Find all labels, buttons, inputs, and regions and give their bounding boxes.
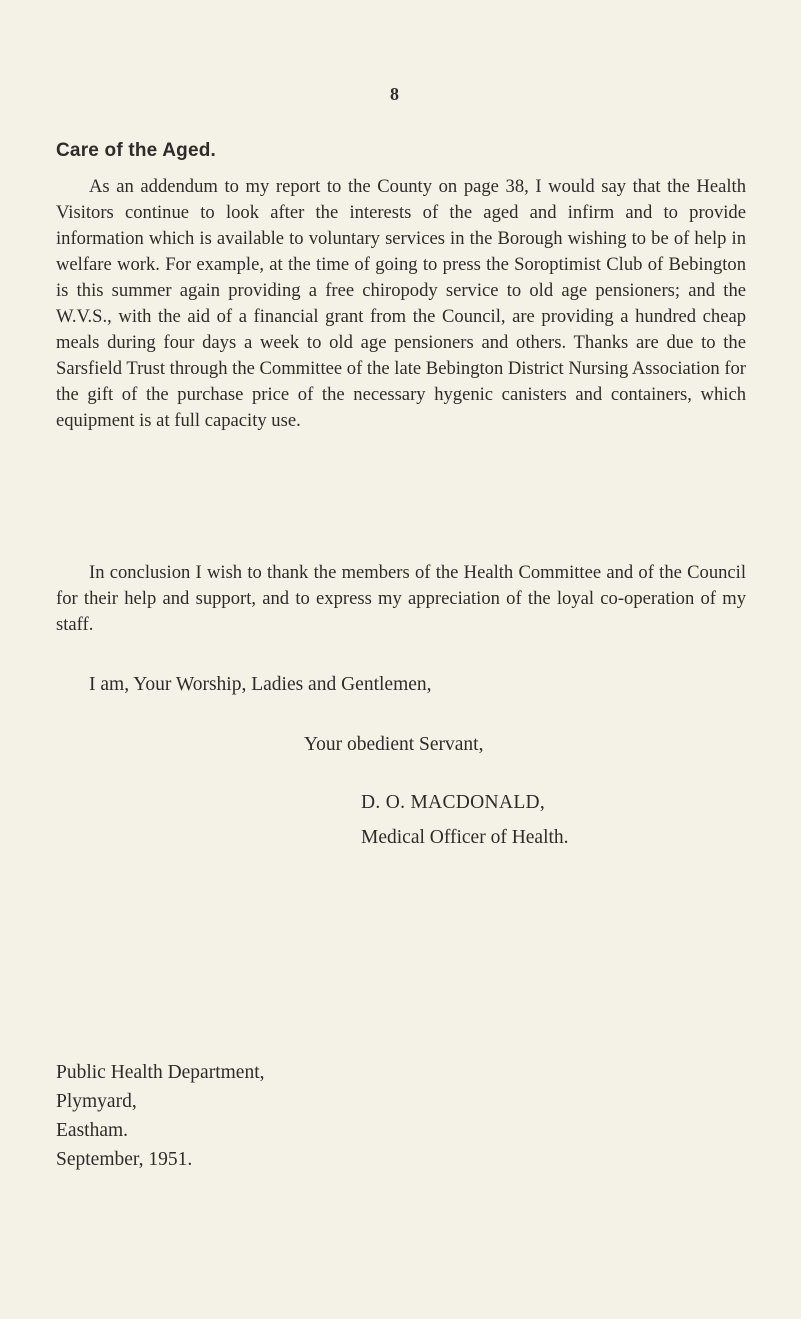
closing-salutation: I am, Your Worship, Ladies and Gentlemen,: [89, 674, 432, 695]
page-number: 8: [390, 84, 399, 104]
paragraph-addendum: As an addendum to my report to the County on page 38, I would say that the Health Visitors continue to look after the interests of the aged and infirm and to provide information which is available to voluntary services in the Borough wishing to be of help in welfare work. For example, at the time of going to press the Soroptimist Club of Bebington is this summer again providing a free chiropody service to old age pensioners; and the W.V.S., with the aid of a financial grant from the Council, are providing a hundred cheap meals during four days a week to old age pensioners and others. Thanks are due to the Sarsfield Trust through the Committee of the late Bebington District Nursing Association for the gift of the purchase price of the necessary hygenic canisters and containers, which equipment is at full capacity use.: [56, 176, 746, 431]
address-line-street: Plymyard,: [56, 1091, 137, 1112]
sender-address: [56, 1058, 264, 1174]
address-date: September, 1951.: [56, 1149, 193, 1170]
address-line-town: Eastham.: [56, 1120, 129, 1141]
section-heading: Care of the Aged.: [56, 140, 216, 161]
signature-name: D. O. MACDONALD,: [361, 792, 546, 813]
signature-title: Medical Officer of Health.: [361, 827, 569, 848]
paragraph-conclusion: In conclusion I wish to thank the members of the Health Committee and of the Council for their help and support, and to express my appreciation of the loyal co-operation of my staff.: [56, 562, 746, 635]
signature-valediction: Your obedient Servant,: [304, 734, 484, 755]
address-line-department: Public Health Department,: [56, 1062, 265, 1083]
